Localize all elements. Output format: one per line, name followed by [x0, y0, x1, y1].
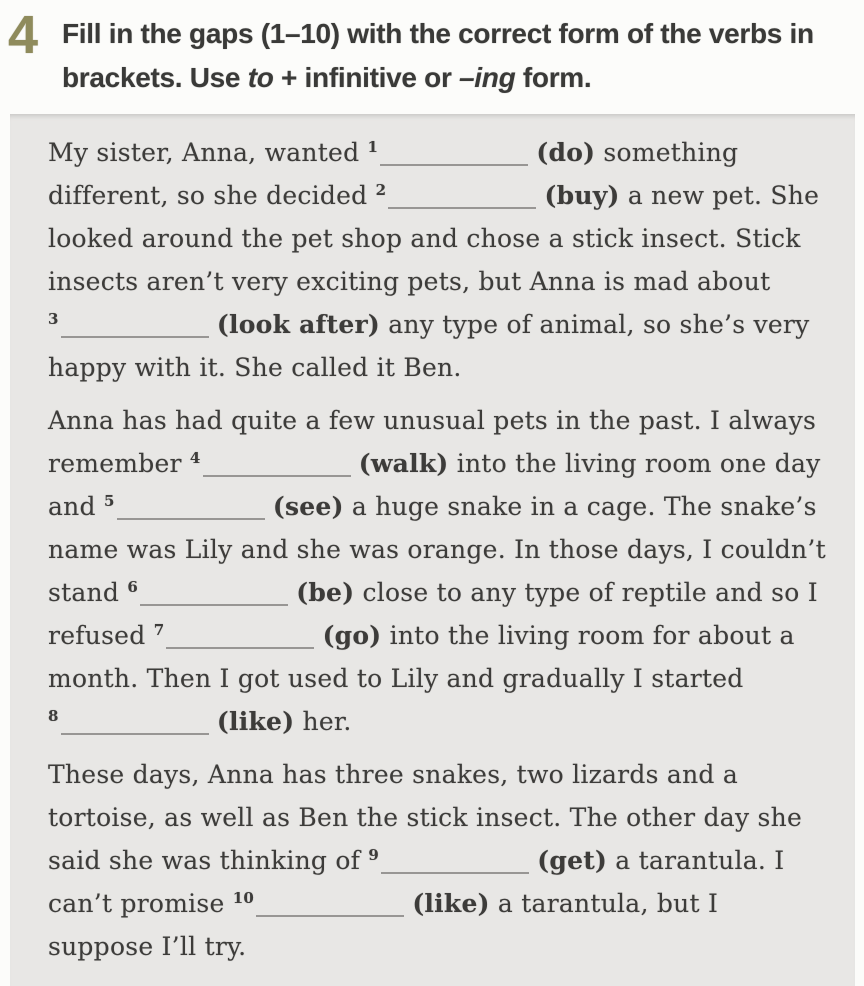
- gap-number: 7: [153, 620, 165, 639]
- text-run: a new pet. She looked around the pet shop and chose a stick insect. Stick insects aren’t very exciting pets, but Anna is mad about: [48, 181, 820, 296]
- gap: [368, 138, 596, 167]
- text-run: These days, Anna has three snakes, two lizards and a tortoise, as well as Ben the stick insect. The other day she said she was thinking of: [48, 760, 803, 875]
- passage-paragraph: [48, 399, 827, 743]
- gap-verb: (look after): [216, 310, 380, 339]
- gap-number: 3: [48, 309, 59, 328]
- gap-number: 5: [103, 491, 115, 510]
- gap-verb: (get): [537, 846, 608, 875]
- text-run: a tarantula. I can’t promise: [48, 846, 785, 918]
- gap-number: 9: [368, 845, 380, 864]
- gap-number: 1: [367, 137, 379, 156]
- title-italic-word: to: [247, 62, 274, 93]
- gap-blank-line: [381, 866, 529, 874]
- gap-blank-line: [166, 641, 314, 649]
- text-run: any type of animal, so she’s very happy with it. She called it Ben.: [48, 310, 810, 382]
- gap-verb: (go): [322, 621, 382, 650]
- text-run: + infinitive or: [273, 62, 460, 93]
- gap-number: 6: [127, 577, 139, 596]
- text-run: form.: [515, 62, 592, 93]
- gap: [48, 707, 294, 736]
- exercise-header: [0, 0, 864, 100]
- gap: [190, 449, 449, 478]
- text-run: a huge snake in a cage. The snake’s name was Lily and she was orange. In those days, I couldn’t stand: [48, 492, 826, 607]
- text-run: Fill in the gaps (1–10) with the correct form of the verbs in brackets. Use: [62, 18, 814, 93]
- gap-number: 4: [189, 448, 201, 467]
- gap-blank-line: [256, 909, 404, 917]
- gap-blank-line: [61, 727, 209, 735]
- exercise-number: 4: [8, 5, 39, 65]
- gap: [104, 492, 344, 521]
- gap: [127, 578, 354, 607]
- passage-paragraph: [48, 131, 827, 389]
- exercise-title: [62, 12, 862, 100]
- gap-blank-line: [140, 598, 288, 606]
- gap: [48, 310, 380, 339]
- gap-number: 8: [48, 706, 59, 725]
- gap: [154, 621, 382, 650]
- gap-blank-line: [61, 330, 209, 338]
- passage-box: [10, 114, 855, 986]
- gap-verb: (like): [412, 889, 490, 918]
- passage-paragraph: [48, 753, 827, 968]
- text-run: Anna has had quite a few unusual pets in the past. I always remember: [48, 406, 817, 478]
- text-run: something different, so she decided: [48, 138, 739, 210]
- gap: [368, 846, 607, 875]
- gap-verb: (be): [296, 578, 355, 607]
- gap-number: 2: [375, 180, 387, 199]
- gap-blank-line: [203, 469, 351, 477]
- gap-verb: (do): [536, 138, 596, 167]
- gap-blank-line: [380, 158, 528, 166]
- text-run: her.: [294, 707, 352, 736]
- text-run: into the living room for about a month. Then I got used to Lily and gradually I started: [48, 621, 795, 693]
- gap-verb: (buy): [544, 181, 620, 210]
- text-run: close to any type of reptile and so I refused: [48, 578, 818, 650]
- text-run: My sister, Anna, wanted: [48, 138, 368, 167]
- gap: [233, 889, 490, 918]
- gap-verb: (walk): [358, 449, 449, 478]
- gap-blank-line: [388, 201, 536, 209]
- text-run: a tarantula, but I suppose I’ll try.: [48, 889, 719, 961]
- gap-verb: (like): [216, 707, 295, 736]
- title-italic-word: –ing: [459, 62, 516, 93]
- gap: [376, 181, 620, 210]
- gap-blank-line: [117, 512, 265, 520]
- gap-verb: (see): [272, 492, 344, 521]
- text-run: into the living room one day and: [48, 449, 821, 521]
- gap-number: 10: [232, 888, 255, 907]
